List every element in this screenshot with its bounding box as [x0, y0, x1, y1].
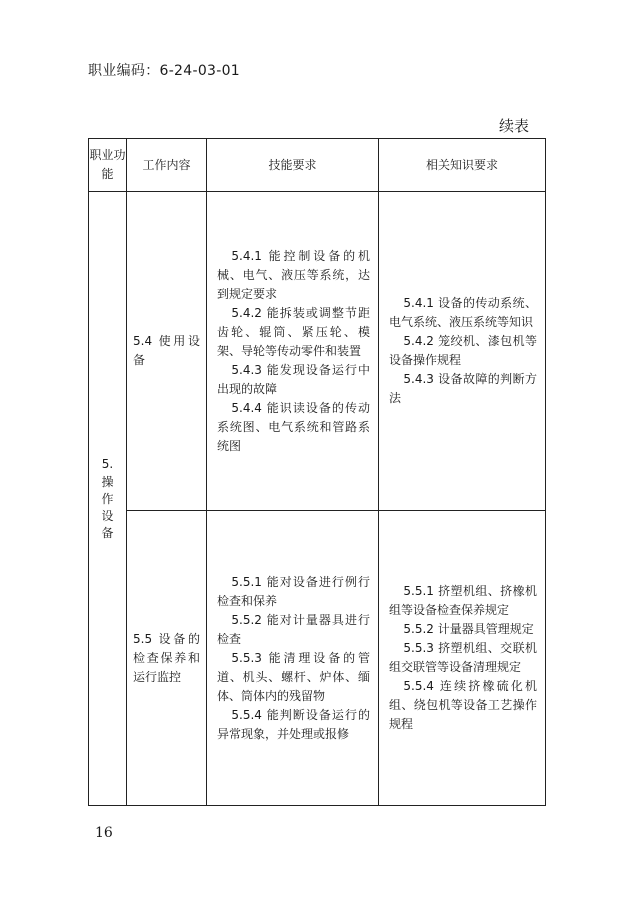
occupation-code: 职业编码：6-24-03-01 — [88, 63, 241, 79]
continued-label: 续表 — [499, 117, 530, 135]
column-header-function: 职业功能 — [89, 139, 127, 192]
skills-table — [88, 138, 546, 806]
table-row — [89, 511, 546, 806]
knowledge-item: 5.4.3 设备故障的判断方法 — [389, 372, 537, 405]
work-content-cell: 5.4 使用设备 — [127, 192, 207, 511]
skills-cell — [207, 192, 379, 511]
knowledge-item: 5.5.4 连续挤橡硫化机组、绕包机等设备工艺操作规程 — [389, 679, 537, 731]
knowledge-item: 5.5.2 计量器具管理规定 — [403, 622, 534, 636]
skill-item: 5.5.1 能对设备进行例行检查和保养 — [217, 574, 370, 608]
skill-item: 5.4.2 能拆装或调整节距齿轮、辊筒、紧压轮、模架、导轮等传动零件和装置 — [217, 305, 370, 358]
page-number: 16 — [95, 825, 113, 841]
table-header-row — [89, 139, 546, 192]
skill-item: 5.4.3 能发现设备运行中出现的故障 — [217, 362, 370, 396]
work-content-cell: 5.5 设备的检查保养和运行监控 — [127, 511, 207, 806]
knowledge-item: 5.4.1 设备的传动系统、电气系统、液压系统等知识 — [389, 296, 537, 329]
column-header-content: 工作内容 — [127, 139, 207, 192]
knowledge-item: 5.5.1 挤塑机组、挤橡机组等设备检查保养规定 — [389, 584, 537, 617]
column-header-skills: 技能要求 — [207, 139, 379, 192]
skills-cell — [207, 511, 379, 806]
function-cell — [89, 192, 127, 806]
knowledge-cell — [379, 192, 546, 511]
knowledge-item: 5.5.3 挤塑机组、交联机组交联管等设备清理规定 — [389, 641, 537, 674]
skill-item: 5.4.4 能识读设备的传动系统图、电气系统和管路系统图 — [217, 400, 370, 453]
column-header-knowledge: 相关知识要求 — [379, 139, 546, 192]
table-row — [89, 192, 546, 511]
skill-item: 5.5.2 能对计量器具进行检查 — [217, 612, 370, 646]
skill-item: 5.5.4 能判断设备运行的异常现象，并处理或报修 — [217, 707, 370, 741]
skill-item: 5.4.1 能控制设备的机械、电气、液压等系统，达到规定要求 — [217, 248, 370, 301]
function-name: 操作设备 — [101, 475, 114, 540]
skill-item: 5.5.3 能清理设备的管道、机头、螺杆、炉体、缅体、筒体内的残留物 — [217, 650, 370, 703]
knowledge-item: 5.4.2 笼绞机、漆包机等设备操作规程 — [389, 334, 537, 367]
function-number: 5. — [101, 457, 114, 471]
knowledge-cell — [379, 511, 546, 806]
